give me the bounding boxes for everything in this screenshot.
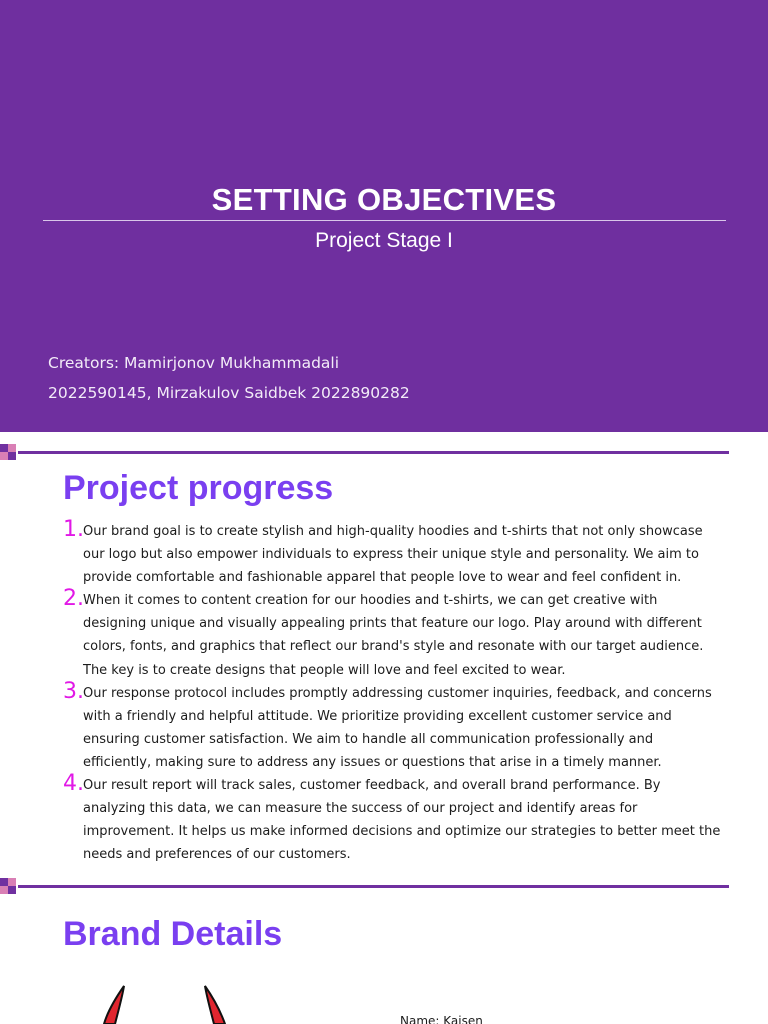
divider-square [0,886,8,894]
section-divider-progress [0,444,729,460]
divider-square [8,878,16,886]
progress-number: 3. [63,678,84,704]
progress-item-4 [63,771,723,866]
creators-line-2: 2022590145, Mirzakulov Saidbek 2022890282 [48,383,410,402]
project-progress-heading: Project progress [63,469,334,507]
section-divider-brand [0,878,729,894]
creators-line-1: Creators: Mamirjonov Mukhammadali [48,354,340,372]
brand-details-heading: Brand Details [63,915,283,953]
brand-name-label: Name: Kaisen [400,1014,483,1024]
divider-line [18,885,729,888]
horned-logo-icon [84,982,248,1024]
creators-block [48,349,468,408]
title-slide [0,0,768,432]
divider-line [18,451,729,454]
progress-item-3 [63,678,723,774]
title-divider [43,220,726,221]
presentation-title: SETTING OBJECTIVES [211,182,557,217]
progress-text: When it comes to content creation for our hoodies and t-shirts, we can get creative with designing unique and visually appealing prints that feature our logo. Play around with different colors, fonts, and graphics that reflect our brand's style and resonate with our target audience. The key is to create designs that people will love and feel excited to wear. [83,593,704,678]
progress-text: Our result report will track sales, customer feedback, and overall brand performance. By analyzing this data, we can measure the success of our project and identify areas for improvement. It helps us make informed decisions and optimize our strategies to better meet the needs and preferences of our customers. [83,778,721,863]
progress-number: 4. [63,771,84,797]
divider-square [8,452,16,460]
logo-graphic [84,982,248,1024]
divider-square [0,878,8,886]
progress-number: 1. [63,517,84,542]
progress-number: 2. [63,586,84,612]
divider-square [0,452,8,460]
progress-item-1 [63,517,723,589]
divider-square [8,886,16,894]
divider-square [0,444,8,452]
presentation-subtitle: Project Stage I [315,229,453,252]
progress-item-2 [63,586,723,681]
progress-text: Our brand goal is to create stylish and high-quality hoodies and t-shirts that not only showcase our logo but also empower individuals to express their unique style and personality. We aim to provide comfortable and fashionable apparel that people love to wear and feel confident in. [83,524,703,586]
progress-list [63,517,723,866]
progress-text: Our response protocol includes promptly addressing customer inquiries, feedback, and concerns with a friendly and helpful attitude. We prioritize providing excellent customer service and ensuring customer satisfaction. We aim to handle all communication professionally and efficiently, making sure to address any issues or questions that arise in a timely manner. [83,685,712,770]
divider-square [8,444,16,452]
